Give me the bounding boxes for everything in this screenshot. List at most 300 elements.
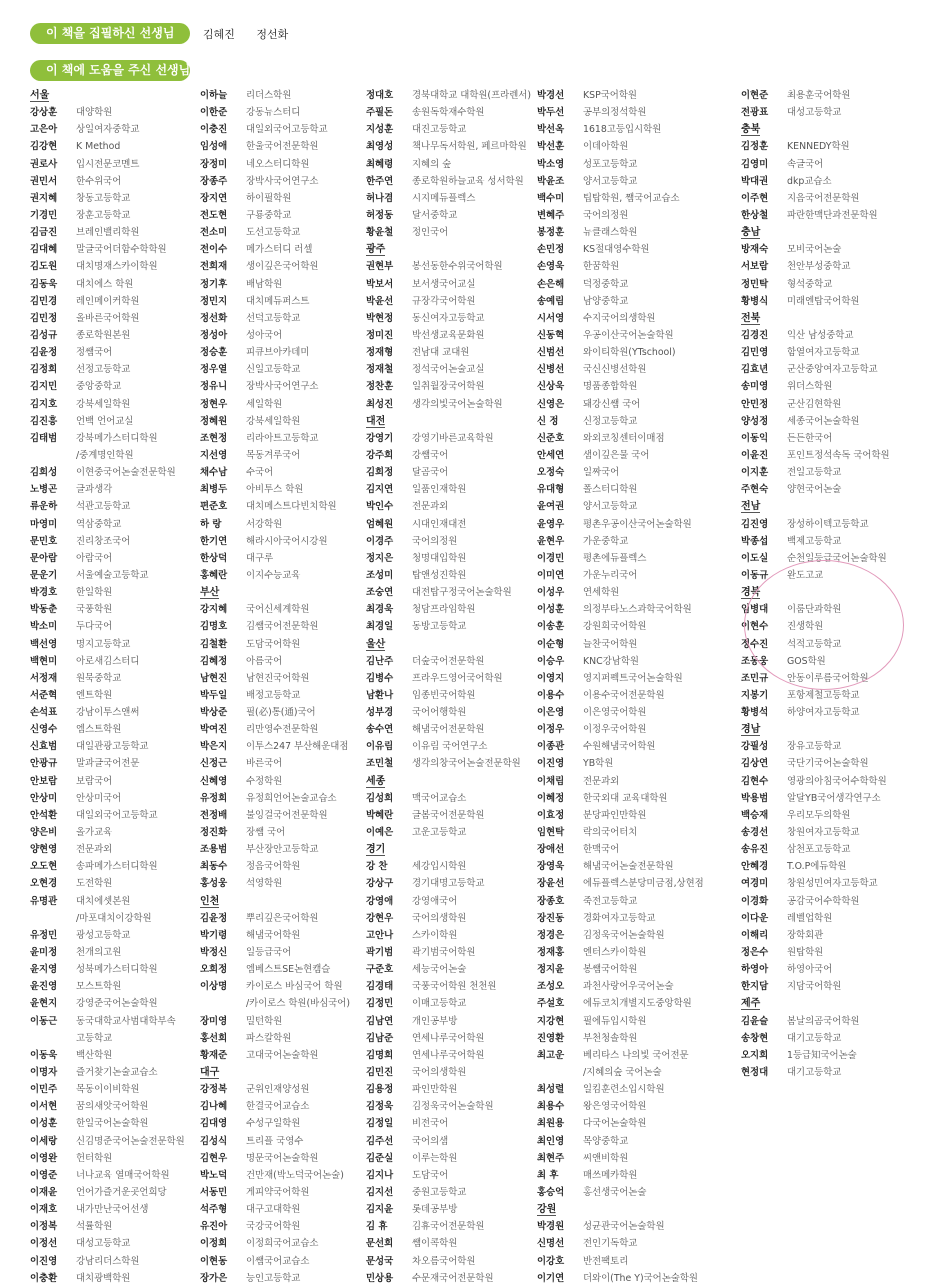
contributor-row	[537, 893, 704, 910]
contributor-row	[200, 1167, 350, 1184]
contributor-affiliation: 생각의창국어논술전문학원	[412, 758, 521, 770]
contributor-row	[200, 1081, 350, 1098]
contributor-name: 강상훈	[30, 107, 58, 119]
contributor-row	[537, 567, 704, 584]
contributor-affiliation: 종로학원본원	[76, 329, 131, 341]
contributor-row	[366, 978, 531, 995]
contributor-row	[366, 961, 531, 978]
contributor-row	[30, 1253, 185, 1270]
contributor-affiliation: 맥국어교습소	[412, 792, 467, 804]
contributor-name: 박선옥	[537, 124, 565, 136]
contributor-affiliation: 국어신세계학원	[246, 604, 310, 616]
contributor-affiliation: 프라우드영어국어학원	[412, 672, 503, 684]
contributor-name: 정민지	[200, 295, 228, 307]
contributor-name: 조민규	[741, 672, 769, 684]
region-name: 대전	[366, 415, 386, 427]
contributor-name: 주현숙	[741, 484, 769, 496]
contributor-affiliation: 홍선생국어논술	[583, 1187, 647, 1198]
contributor-row	[200, 738, 350, 755]
contributor-row	[741, 173, 890, 190]
contributor-name: 홍성웅	[200, 878, 228, 890]
contributor-affiliation: 도담국어	[412, 1169, 449, 1181]
contributor-name: 유명관	[30, 895, 58, 907]
contributor-name: 이성훈	[537, 604, 565, 616]
contributor-name: 하 랑	[200, 518, 222, 530]
contributor-affiliation: 해냄국어학원	[246, 929, 301, 941]
contributor-name: 한상철	[741, 209, 769, 221]
contributor-name: 허정동	[366, 209, 394, 221]
contributor-affiliation: 김쌤국어전문학원	[246, 621, 319, 633]
contributor-row	[537, 721, 704, 738]
region-header	[366, 413, 531, 430]
contributor-row	[30, 704, 185, 721]
contributor-name: 현정대	[741, 1067, 769, 1079]
contributor-row	[200, 121, 350, 138]
contributor-row	[30, 687, 185, 704]
contributor-affiliation: 강북메가스터디학원	[76, 432, 158, 444]
contributor-row	[537, 293, 704, 310]
contributor-row	[30, 584, 185, 601]
contributor-row	[537, 995, 704, 1012]
contributor-row	[30, 824, 185, 841]
contributor-affiliation: 강북세일학원	[76, 398, 131, 410]
contributor-name: 안혜경	[741, 861, 769, 873]
contributor-affiliation: 백산학원	[76, 1049, 113, 1061]
contributor-affiliation: 차오름국어학원	[412, 1255, 476, 1267]
contributor-affiliation: 두다국어	[76, 621, 113, 633]
region-header	[200, 1064, 350, 1081]
contributor-name: 양성정	[741, 415, 769, 427]
contributor-row	[30, 875, 185, 892]
contributor-affiliation: 강남리더스학원	[76, 1255, 140, 1267]
contributor-name: 백승재	[741, 809, 769, 821]
contributor-affiliation: KENNEDY학원	[787, 141, 850, 153]
contributor-name: 박경원	[537, 1221, 565, 1233]
contributor-affiliation: 일품인재학원	[412, 484, 467, 496]
contributor-affiliation: 남현진국어학원	[246, 672, 310, 684]
contributor-row	[741, 258, 890, 275]
contributor-row	[741, 430, 890, 447]
contributors-column-4	[537, 87, 704, 1287]
contributor-name: 김정일	[366, 1118, 394, 1130]
contributor-name: 박노덕	[200, 1169, 228, 1181]
region-name: 제주	[741, 998, 761, 1010]
contributor-affiliation: 포인트정석속독 국어학원	[787, 449, 890, 461]
contributor-row	[366, 481, 531, 498]
contributor-row	[200, 1133, 350, 1150]
contributor-affiliation: 한울국어전문학원	[246, 141, 319, 153]
contributor-row	[537, 310, 704, 327]
contributor-affiliation: 에듀코치개별지도중앙학원	[583, 998, 692, 1010]
contributor-affiliation: 일킴훈련소입시학원	[583, 1084, 665, 1096]
contributor-affiliation: 국단기국어논술학원	[787, 758, 869, 770]
contributor-affiliation: 수지국어의생학원	[583, 312, 656, 324]
contributor-name: 최인영	[537, 1135, 565, 1147]
contributor-name: 지봉기	[741, 689, 769, 701]
region-name: 경북	[741, 587, 761, 599]
contributor-row	[30, 378, 185, 395]
contributor-name: 정선화	[200, 312, 228, 324]
contributor-name: 박여진	[200, 724, 228, 736]
region-header	[741, 721, 890, 738]
contributor-name: 지성훈	[366, 124, 394, 136]
contributor-row	[537, 396, 704, 413]
contributor-name: 김진영	[741, 518, 769, 530]
contributor-affiliation: 국어의생학원	[412, 1067, 467, 1079]
contributor-name: 임성애	[200, 141, 228, 153]
region-header	[366, 241, 531, 258]
contributor-affiliation: 올가교육	[76, 827, 113, 839]
contributor-row	[200, 207, 350, 224]
contributor-row	[30, 807, 185, 824]
contributor-row	[537, 87, 704, 104]
contributor-name: 한기연	[200, 535, 228, 547]
contributor-affiliation: 브레인밸리학원	[76, 227, 140, 239]
contributor-name: 송경선	[741, 827, 769, 839]
contributor-row	[537, 755, 704, 772]
contributor-name: 조민철	[366, 758, 394, 770]
contributor-row	[200, 413, 350, 430]
contributor-affiliation: 파인만학원	[412, 1084, 458, 1096]
contributor-affiliation: 락의국어터치	[583, 827, 638, 839]
contributor-name: 편준호	[200, 501, 228, 513]
contributor-name: 전소미	[200, 227, 228, 239]
contributor-affiliation: 뉴클래스학원	[583, 227, 638, 239]
contributor-affiliation: 봉선동한수위국어학원	[412, 261, 503, 273]
region-header	[366, 773, 531, 790]
contributor-name: 문민호	[30, 535, 58, 547]
contributor-name: 정재철	[366, 364, 394, 376]
contributor-row	[741, 327, 890, 344]
contributor-row	[537, 516, 704, 533]
contributor-name: 전정배	[200, 809, 228, 821]
contributor-name: 이영완	[30, 1152, 58, 1164]
contributor-name: 곽기범	[366, 947, 394, 959]
contributor-row	[30, 1064, 185, 1081]
contributor-name: 손민정	[537, 244, 565, 256]
contributor-name: 봉정훈	[537, 227, 565, 239]
contributor-name: 안민정	[741, 398, 769, 410]
contributor-affiliation: 세강입시학원	[412, 861, 467, 873]
contributor-row	[200, 1047, 350, 1064]
contributor-name: 김희정	[366, 467, 394, 479]
contributor-affiliation: 성포고등학교	[583, 158, 638, 170]
contributor-row	[366, 1064, 531, 1081]
contributor-name: 김주선	[366, 1135, 394, 1147]
contributor-affiliation: 삼천포고등학교	[787, 844, 851, 856]
contributor-row	[537, 121, 704, 138]
contributor-name: 임현탁	[537, 827, 565, 839]
contributor-affiliation: 한국외대 교육대학원	[583, 792, 668, 804]
contributor-name: 장지연	[200, 192, 228, 204]
contributor-row	[537, 447, 704, 464]
contributor-name: 주설호	[537, 998, 565, 1010]
contributor-name: 석주형	[200, 1204, 228, 1216]
contributor-row	[537, 207, 704, 224]
contributor-row	[30, 755, 185, 772]
contributor-affiliation: GOS학원	[787, 655, 826, 667]
contributor-affiliation: 에듀플렉스분당미금점,상현점	[583, 878, 704, 890]
contributor-row	[30, 773, 185, 790]
contributor-name: 박기령	[200, 929, 228, 941]
contributor-affiliation: 가운중학교	[583, 535, 629, 547]
contributor-name: 손은해	[537, 278, 565, 290]
contributor-affiliation: 대일외국어고등학교	[246, 124, 328, 136]
contributor-name: 김명호	[200, 621, 228, 633]
contributor-affiliation: 이정우국어학원	[583, 724, 647, 736]
contributor-affiliation: 한결국어교습소	[246, 1101, 310, 1113]
contributor-name: 신상욱	[537, 381, 565, 393]
contributor-row	[537, 464, 704, 481]
contributor-affiliation: 한수위국어	[76, 175, 122, 187]
contributor-row	[200, 1270, 350, 1287]
contributor-affiliation: 이투스247 부산해운대점	[246, 741, 349, 753]
contributor-name: 황병식	[741, 295, 769, 307]
contributor-row	[366, 1150, 531, 1167]
contributor-name: 신동혁	[537, 329, 565, 341]
contributor-name: 권로사	[30, 158, 58, 170]
contributor-name: 김경태	[366, 981, 394, 993]
contributor-row	[741, 790, 890, 807]
contributor-name: 안세연	[537, 449, 565, 461]
region-header	[366, 841, 531, 858]
contributor-affiliation: 글봄국어전문학원	[412, 809, 485, 821]
contributor-affiliation: 달서중학교	[412, 209, 458, 221]
contributor-name: 김지연	[366, 484, 394, 496]
contributor-row	[537, 1047, 704, 1064]
contributor-name: 이정우	[537, 724, 565, 736]
contributor-name: 장종주	[200, 175, 228, 187]
contributor-row	[537, 704, 704, 721]
contributor-row	[537, 361, 704, 378]
contributor-affiliation: 한맥국어	[583, 844, 620, 856]
contributor-affiliation: 해냄국어논술전문학원	[583, 861, 674, 873]
contributor-affiliation: KNC강남학원	[583, 655, 639, 667]
contributor-name: 박두선	[537, 107, 565, 119]
contributor-affiliation: 1618고등입시학원	[583, 124, 662, 136]
contributor-row	[537, 618, 704, 635]
contributor-affiliation: 부천청솔학원	[583, 1032, 638, 1044]
contributor-row	[366, 704, 531, 721]
contributor-affiliation: 상일여자중학교	[76, 124, 140, 136]
contributor-name: 이종관	[537, 741, 565, 753]
contributor-affiliation: 늘찬국어학원	[583, 638, 638, 650]
contributor-row	[200, 704, 350, 721]
contributor-name: 김윤정	[200, 912, 228, 924]
contributor-affiliation: 청명대입학원	[412, 552, 467, 564]
contributor-name: 강상구	[366, 878, 394, 890]
contributor-row	[366, 396, 531, 413]
contributor-affiliation: 연세나루국어학원	[412, 1032, 485, 1044]
contributor-affiliation: 일취월장국어학원	[412, 381, 485, 393]
contributor-row	[741, 207, 890, 224]
contributors-column-1	[30, 87, 185, 1287]
contributor-row	[741, 927, 890, 944]
contributor-row	[366, 276, 531, 293]
contributor-row	[30, 413, 185, 430]
contributor-row	[366, 1235, 531, 1252]
contributor-name: 이정복	[30, 1221, 58, 1233]
contributor-name: 이영지	[537, 672, 565, 684]
contributor-row	[741, 1064, 890, 1081]
contributor-affiliation: 순천일등급국어논술학원	[787, 552, 887, 564]
contributor-name: 이현준	[741, 90, 769, 101]
contributor-row	[200, 1184, 350, 1201]
contributor-affiliation: 샘이깊은물 국어	[583, 449, 650, 461]
contributor-name: 안상미	[30, 792, 58, 804]
contributor-row	[366, 1047, 531, 1064]
contributor-affiliation: 과천사랑어우국어논술	[583, 981, 674, 993]
contributor-row	[366, 378, 531, 395]
contributor-row	[30, 961, 185, 978]
contributor-name: 민상용	[366, 1272, 394, 1284]
region-name: 세종	[366, 775, 386, 787]
contributor-name: 장정미	[200, 158, 228, 170]
contributor-affiliation: 한일학원	[76, 587, 113, 599]
contributor-affiliation: 안동이루름국어학원	[787, 672, 869, 684]
contributor-affiliation: 리라아트고등학교	[246, 432, 319, 444]
region-name: 강원	[537, 1204, 557, 1216]
contributor-affiliation: 대성고등학교	[76, 1238, 131, 1250]
contributor-name: 박보서	[366, 278, 394, 290]
contributor-name: 김성희	[366, 792, 394, 804]
contributor-affiliation: 국강국어학원	[246, 1221, 301, 1233]
contributor-row	[30, 1098, 185, 1115]
contributor-affiliation: 도선고등학교	[246, 227, 301, 239]
contributor-row	[537, 276, 704, 293]
contributor-name: 정진화	[200, 827, 228, 839]
contributor-name: 김병수	[366, 672, 394, 684]
contributor-name: 정승훈	[200, 347, 228, 359]
contributor-row	[200, 87, 350, 104]
contributor-name: 유정희	[200, 792, 228, 804]
contributor-name: 이정희	[200, 1238, 228, 1250]
contributor-affiliation: 중원고등학교	[412, 1187, 467, 1198]
contributor-name: 김상연	[741, 758, 769, 770]
contributor-name: 신범선	[537, 347, 565, 359]
contributor-name: 남환나	[366, 689, 394, 701]
contributor-affiliation: /마포대치이강학원	[76, 912, 152, 924]
contributor-row	[200, 344, 350, 361]
contributor-affiliation: 죽전고등학교	[583, 895, 638, 907]
contributor-name: 정유니	[200, 381, 228, 393]
contributor-affiliation: 더숲국어전문학원	[412, 655, 485, 667]
contributor-name: 김민진	[366, 1067, 394, 1079]
contributor-row	[366, 618, 531, 635]
contributor-row	[200, 1218, 350, 1235]
contributor-affiliation: /지혜의숲 국어논술	[583, 1067, 662, 1079]
contributor-affiliation: 건만재(박노덕국어논술)	[246, 1169, 344, 1181]
region-header	[741, 224, 890, 241]
contributor-row	[366, 104, 531, 121]
contributor-affiliation: 연세나루국어학원	[412, 1049, 485, 1061]
contributor-row	[366, 533, 531, 550]
contributor-name: 김성규	[30, 329, 58, 341]
contributor-row	[366, 893, 531, 910]
contributor-row	[537, 344, 704, 361]
contributor-row	[366, 293, 531, 310]
contributor-row	[30, 241, 185, 258]
contributor-name: 허나겸	[366, 192, 394, 204]
contributor-row	[366, 361, 531, 378]
contributor-affiliation: 군산김현학원	[787, 398, 842, 410]
contributor-row	[537, 498, 704, 515]
contributor-row	[30, 1201, 185, 1218]
contributor-affiliation: 송원독학재수학원	[412, 107, 485, 119]
contributor-name: 권민서	[30, 175, 58, 187]
contributor-affiliation: 미래엔탑국어학원	[787, 295, 860, 307]
contributor-name: 박은지	[200, 741, 228, 753]
contributor-name: 장진동	[537, 912, 565, 924]
contributor-name: 최영성	[366, 141, 394, 153]
contributor-row	[200, 258, 350, 275]
contributor-row	[741, 190, 890, 207]
contributor-row	[200, 430, 350, 447]
contributor-name: 강지혜	[200, 604, 228, 616]
contributor-row	[366, 738, 531, 755]
contributor-row	[30, 636, 185, 653]
contributor-name: 지선영	[200, 449, 228, 461]
contributor-affiliation: 아비투스 학원	[246, 484, 304, 496]
contributor-row	[537, 875, 704, 892]
contributor-affiliation: 지혜의 숲	[412, 158, 452, 170]
contributor-affiliation: 꿈의새앗국어학원	[76, 1101, 149, 1113]
contributor-row	[30, 910, 185, 927]
contributor-name: 신명선	[537, 1238, 565, 1250]
contributor-name: 문아람	[30, 552, 58, 564]
contributor-affiliation: 함열여자고등학교	[787, 347, 860, 359]
contributor-name: 박혜란	[366, 809, 394, 821]
contributor-affiliation: /카이로스 학원(바심국어)	[246, 998, 351, 1010]
contributor-row	[741, 241, 890, 258]
contributor-name: 김지윤	[366, 1204, 394, 1216]
contributor-name: 박소영	[537, 158, 565, 170]
contributor-row	[30, 978, 185, 995]
contributor-name: 이지훈	[741, 467, 769, 479]
contributor-row	[30, 293, 185, 310]
contributor-name: 이진영	[537, 758, 565, 770]
contributor-row	[366, 910, 531, 927]
contributor-row	[537, 156, 704, 173]
contributor-row	[537, 636, 704, 653]
contributor-name: 정우열	[200, 364, 228, 376]
contributor-row	[537, 1115, 704, 1132]
contributor-row	[30, 1030, 185, 1047]
region-header	[30, 87, 185, 104]
contributor-affiliation: 언백 언어교실	[76, 415, 134, 427]
contributor-affiliation: 김휴국어전문학원	[412, 1221, 485, 1233]
contributor-affiliation: 파란한맥단과전문학원	[787, 209, 878, 221]
author-names	[203, 26, 306, 42]
contributor-name: 김지민	[30, 381, 58, 393]
contributor-row	[741, 138, 890, 155]
contributor-affiliation: 국풍국어학원 천천원	[412, 981, 497, 993]
contributor-affiliation: 엠스트학원	[76, 724, 122, 736]
contributor-name: 진영환	[537, 1032, 565, 1044]
contributor-affiliation: 씨앤비학원	[583, 1152, 629, 1164]
contributor-affiliation: 창원여자고등학교	[787, 827, 860, 839]
contributor-name: 이주현	[741, 192, 769, 204]
contributor-name: 최현주	[537, 1152, 565, 1164]
contributor-row	[366, 1218, 531, 1235]
contributor-row	[741, 464, 890, 481]
contributor-row	[366, 653, 531, 670]
contributor-affiliation: 장성하이텍고등학교	[787, 518, 869, 530]
contributor-affiliation: 청담프라임학원	[412, 604, 476, 616]
contributor-row	[741, 738, 890, 755]
contributor-affiliation: 강영준국어논술학원	[76, 998, 158, 1010]
contributor-row	[30, 601, 185, 618]
